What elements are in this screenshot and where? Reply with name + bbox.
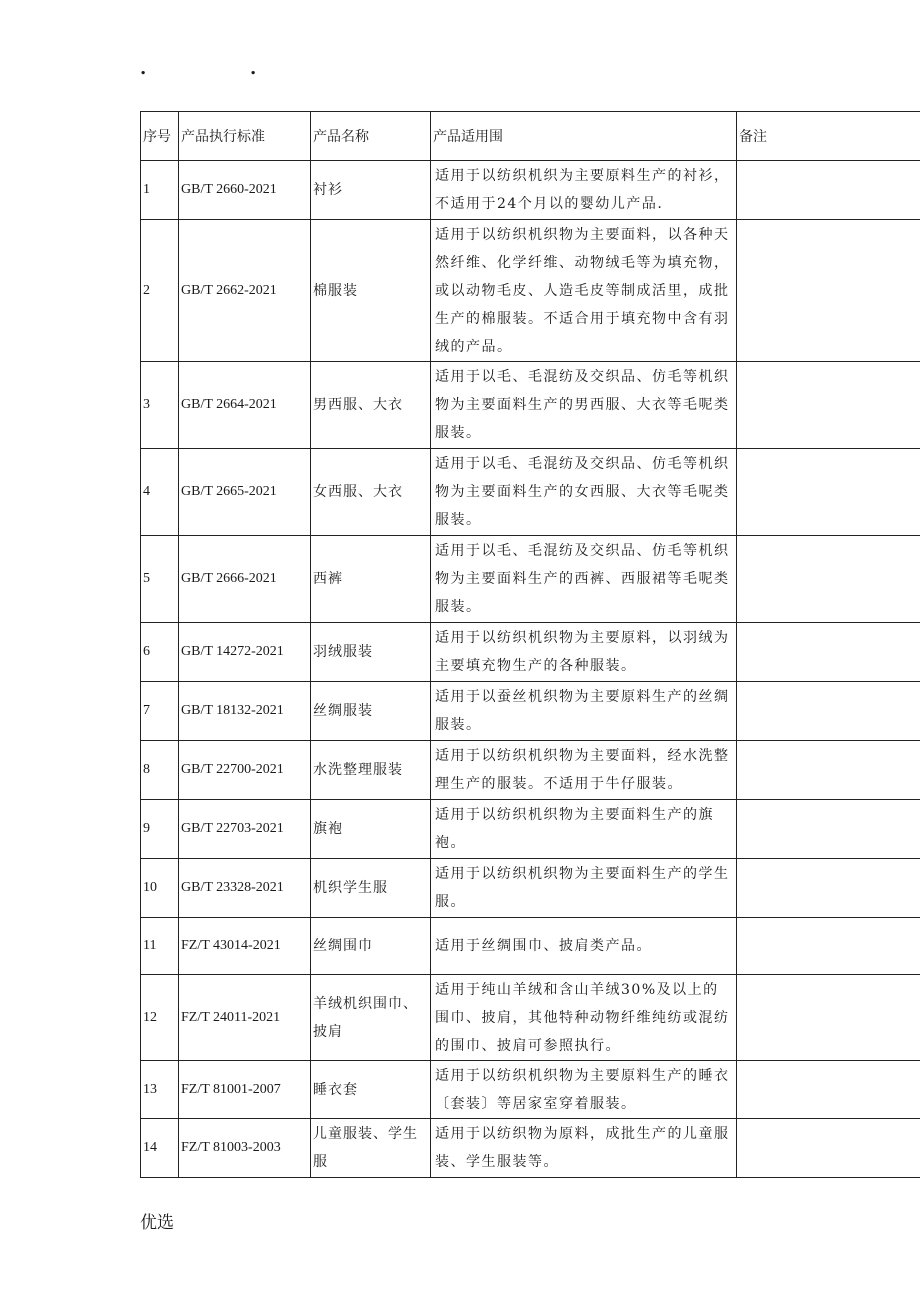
- cell-scope: 适用于以纺织机织物为主要面料生产的学生服。: [431, 859, 737, 918]
- cell-no: 13: [141, 1061, 179, 1119]
- cell-product-name: 西裤: [311, 536, 431, 623]
- cell-product-name: 水洗整理服装: [311, 741, 431, 800]
- table-row: [141, 800, 920, 859]
- cell-scope: 适用于以蚕丝机织物为主要原料生产的丝绸服装。: [431, 682, 737, 741]
- cell-product-name: 男西服、大衣: [311, 362, 431, 449]
- cell-remarks: [737, 362, 920, 449]
- header-no: 序号: [141, 112, 179, 161]
- cell-no: 2: [141, 220, 179, 362]
- cell-product-name: 丝绸围巾: [311, 918, 431, 975]
- table-row: [141, 362, 920, 449]
- table-row: [141, 859, 920, 918]
- cell-scope: 适用于以纺织机织物为主要面料生产的旗袍。: [431, 800, 737, 859]
- cell-standard: GB/T 22703-2021: [179, 800, 311, 859]
- cell-no: 1: [141, 161, 179, 220]
- cell-no: 12: [141, 975, 179, 1061]
- cell-no: 14: [141, 1119, 179, 1178]
- cell-scope: 适用于以毛、毛混纺及交织品、仿毛等机织物为主要面料生产的西裤、西服裙等毛呢类服装。: [431, 536, 737, 623]
- cell-product-name: 旗袍: [311, 800, 431, 859]
- table-row: [141, 220, 920, 362]
- table-row: [141, 1119, 920, 1178]
- cell-product-name: 棉服装: [311, 220, 431, 362]
- table-row: [141, 741, 920, 800]
- table-row: [141, 1061, 920, 1119]
- header-standard: 产品执行标准: [179, 112, 311, 161]
- cell-scope: 适用于丝绸围巾、披肩类产品。: [431, 918, 737, 975]
- cell-scope: 适用于以纺织机织物为主要面料，经水洗整理生产的服装。不适用于牛仔服装。: [431, 741, 737, 800]
- table-row: [141, 449, 920, 536]
- cell-remarks: [737, 1119, 920, 1178]
- cell-remarks: [737, 161, 920, 220]
- cell-standard: GB/T 22700-2021: [179, 741, 311, 800]
- header-remarks: 备注: [737, 112, 920, 161]
- cell-product-name: 丝绸服装: [311, 682, 431, 741]
- cell-product-name: 睡衣套: [311, 1061, 431, 1119]
- header-scope: 产品适用围: [431, 112, 737, 161]
- table-row: [141, 682, 920, 741]
- table-row: [141, 975, 920, 1061]
- cell-scope: 适用于以毛、毛混纺及交织品、仿毛等机织物为主要面料生产的女西服、大衣等毛呢类服装。: [431, 449, 737, 536]
- cell-product-name: 衬衫: [311, 161, 431, 220]
- table-body: [141, 161, 920, 1178]
- cell-product-name: 羊绒机织围巾、披肩: [311, 975, 431, 1061]
- cell-standard: GB/T 18132-2021: [179, 682, 311, 741]
- cell-remarks: [737, 682, 920, 741]
- cell-no: 10: [141, 859, 179, 918]
- cell-scope: 适用于以纺织机织为主要原料生产的衬衫，不适用于24个月以的婴幼儿产品.: [431, 161, 737, 220]
- cell-no: 9: [141, 800, 179, 859]
- cell-no: 6: [141, 623, 179, 682]
- cell-scope: 适用于以纺织机织物为主要面料，以各种天然纤维、化学纤维、动物绒毛等为填充物，或以动物毛皮、人造毛皮等制成活里，成批生产的棉服装。不适合用于填充物中含有羽绒的产品。: [431, 220, 737, 362]
- cell-standard: GB/T 23328-2021: [179, 859, 311, 918]
- cell-no: 4: [141, 449, 179, 536]
- cell-product-name: 机织学生服: [311, 859, 431, 918]
- cell-product-name: 儿童服装、学生服: [311, 1119, 431, 1178]
- table-header-row: [141, 112, 920, 161]
- cell-standard: FZ/T 24011-2021: [179, 975, 311, 1061]
- cell-no: 7: [141, 682, 179, 741]
- cell-product-name: 女西服、大衣: [311, 449, 431, 536]
- cell-standard: GB/T 2662-2021: [179, 220, 311, 362]
- cell-standard: FZ/T 81001-2007: [179, 1061, 311, 1119]
- cell-remarks: [737, 1061, 920, 1119]
- table-row: [141, 918, 920, 975]
- cell-no: 3: [141, 362, 179, 449]
- cell-scope: 适用于纯山羊绒和含山羊绒30%及以上的围巾、披肩，其他特种动物纤维纯纺或混纺的围巾、披肩可参照执行。: [431, 975, 737, 1061]
- cell-remarks: [737, 975, 920, 1061]
- header-mark: .: [250, 58, 257, 79]
- cell-remarks: [737, 918, 920, 975]
- cell-remarks: [737, 741, 920, 800]
- cell-standard: GB/T 2666-2021: [179, 536, 311, 623]
- standards-table: [140, 111, 920, 1178]
- cell-product-name: 羽绒服装: [311, 623, 431, 682]
- cell-scope: 适用于以纺织物为原料，成批生产的儿童服装、学生服装等。: [431, 1119, 737, 1178]
- header-mark: .: [140, 58, 147, 79]
- cell-remarks: [737, 536, 920, 623]
- cell-no: 11: [141, 918, 179, 975]
- table-row: [141, 161, 920, 220]
- cell-remarks: [737, 800, 920, 859]
- cell-scope: 适用于以纺织机织物为主要原料生产的睡衣〔套装〕等居家室穿着服装。: [431, 1061, 737, 1119]
- cell-scope: 适用于以纺织机织物为主要原料，以羽绒为主要填充物生产的各种服装。: [431, 623, 737, 682]
- cell-no: 8: [141, 741, 179, 800]
- cell-standard: FZ/T 81003-2003: [179, 1119, 311, 1178]
- cell-standard: GB/T 2664-2021: [179, 362, 311, 449]
- cell-standard: FZ/T 43014-2021: [179, 918, 311, 975]
- footer-label: 优选: [140, 1213, 174, 1233]
- cell-remarks: [737, 859, 920, 918]
- cell-no: 5: [141, 536, 179, 623]
- cell-remarks: [737, 449, 920, 536]
- cell-standard: GB/T 14272-2021: [179, 623, 311, 682]
- cell-scope: 适用于以毛、毛混纺及交织品、仿毛等机织物为主要面料生产的男西服、大衣等毛呢类服装。: [431, 362, 737, 449]
- table-row: [141, 536, 920, 623]
- table-row: [141, 623, 920, 682]
- cell-standard: GB/T 2665-2021: [179, 449, 311, 536]
- cell-remarks: [737, 220, 920, 362]
- cell-standard: GB/T 2660-2021: [179, 161, 311, 220]
- cell-remarks: [737, 623, 920, 682]
- header-product-name: 产品名称: [311, 112, 431, 161]
